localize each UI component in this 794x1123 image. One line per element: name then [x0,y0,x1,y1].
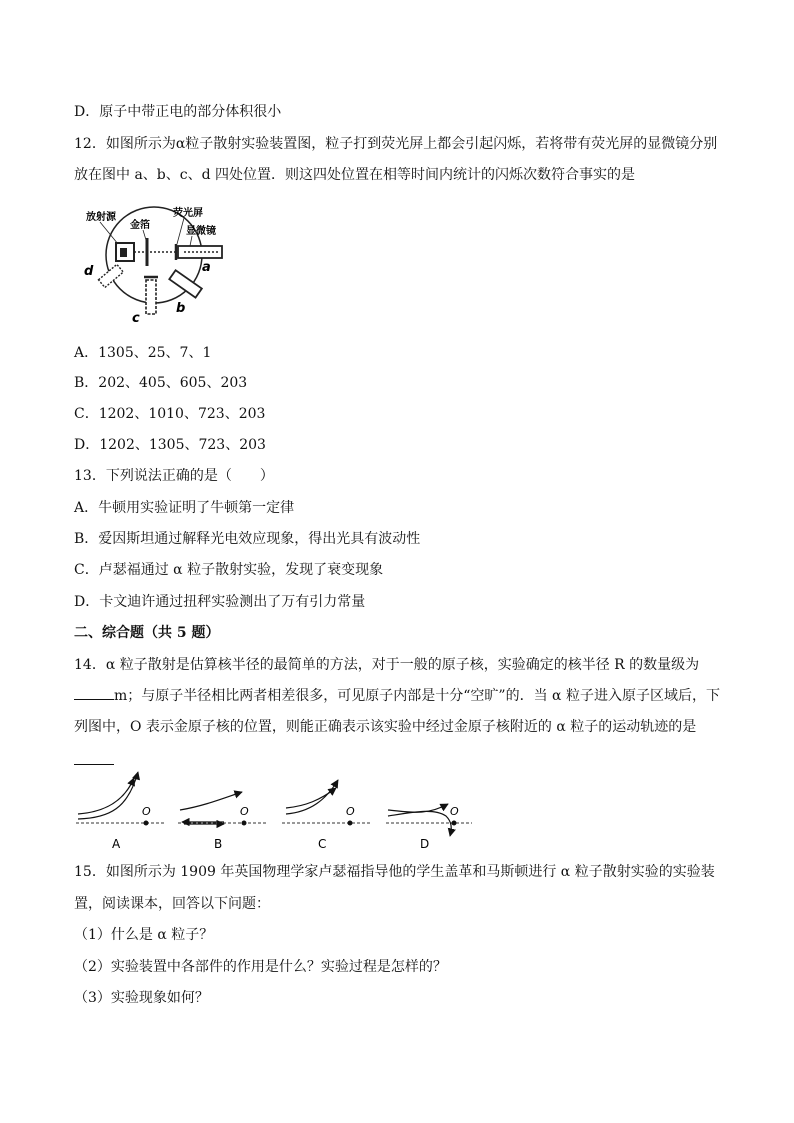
q12-option-d: D．1202、1305、723、203 [74,437,266,453]
alpha-scattering-apparatus-figure [80,200,240,328]
q13-option-c: C．卢瑟福通过 α 粒子散射实验，发现了衰变现象 [74,562,384,578]
svg-text:A: A [112,837,121,851]
trajectory-panel-b [178,792,268,851]
q12-option-c: C．1202、1010、723、203 [74,406,266,422]
q15-line1: 15．如图所示为 1909 年英国物理学家卢瑟福指导他的学生盖革和马斯顿进行 α 粒子散射实验的实验装 [74,864,715,880]
svg-text:O: O [346,805,355,818]
trajectory-panel-a [76,772,164,851]
svg-text:C: C [318,837,327,851]
svg-text:O: O [450,805,459,818]
answer-blank-1[interactable] [74,687,114,700]
svg-text:D: D [420,837,430,851]
q14-line1: 14．α 粒子散射是估算核半径的最简单的方法，对于一般的原子核，实验确定的核半径 R 的数量级为 [74,657,700,673]
q15-sub1: （1）什么是 α 粒子？ [74,927,214,943]
label-pos-b: b [176,301,186,316]
q15-sub3: （3）实验现象如何？ [74,990,209,1006]
q14-line2 [74,687,720,705]
q12-stem-line2: 放在图中 a、b、c、d 四处位置．则这四处位置在相等时间内统计的闪烁次数符合事实的是 [74,167,636,183]
q15-line2: 置，阅读课本，回答以下问题： [74,896,270,912]
trajectory-panel-c [282,780,370,851]
label-microscope: 显微镜 [186,226,216,237]
trajectory-panel-d [386,804,472,851]
label-pos-d: d [84,264,94,279]
section-heading: 二、综合题（共 5 题） [74,625,220,641]
q13-stem: 13．下列说法正确的是（ ） [74,468,274,484]
q13-option-a: A．牛顿用实验证明了牛顿第一定律 [74,500,295,516]
label-screen: 荧光屏 [173,208,203,219]
alpha-trajectory-options-figure [74,768,474,854]
svg-text:O: O [240,805,249,818]
q13-option-b: B．爱因斯坦通过解释光电效应现象，得出光具有波动性 [74,531,421,547]
svg-text:B: B [214,837,223,851]
q14-line2-text: m；与原子半径相比两者相差很多，可见原子内部是十分“空旷”的．当 α 粒子进入原子区域后，下 [114,688,720,704]
q12-stem-line1: 12．如图所示为α粒子散射实验装置图，粒子打到荧光屏上都会引起闪烁，若将带有荧光屏的显微镜分别 [74,136,718,152]
q13-option-d: D．卡文迪许通过扭秤实验测出了万有引力常量 [74,594,366,610]
q15-sub2: （2）实验装置中各部件的作用是什么？实验过程是怎样的？ [74,959,447,975]
label-foil: 金箔 [130,220,150,231]
label-source: 放射源 [86,212,116,223]
answer-blank-2[interactable] [74,764,114,765]
label-pos-c: c [132,311,140,326]
q12-option-b: B．202、405、605、203 [74,375,248,391]
q12-option-a: A．1305、25、7、1 [74,345,212,361]
label-pos-a: a [202,260,211,275]
q14-line3: 列图中，O 表示金原子核的位置，则能正确表示该实验中经过金原子核附近的 α 粒子的运动轨迹的是 [74,719,697,735]
svg-text:O: O [142,805,151,818]
q11-option-d: D．原子中带正电的部分体积很小 [74,104,282,120]
